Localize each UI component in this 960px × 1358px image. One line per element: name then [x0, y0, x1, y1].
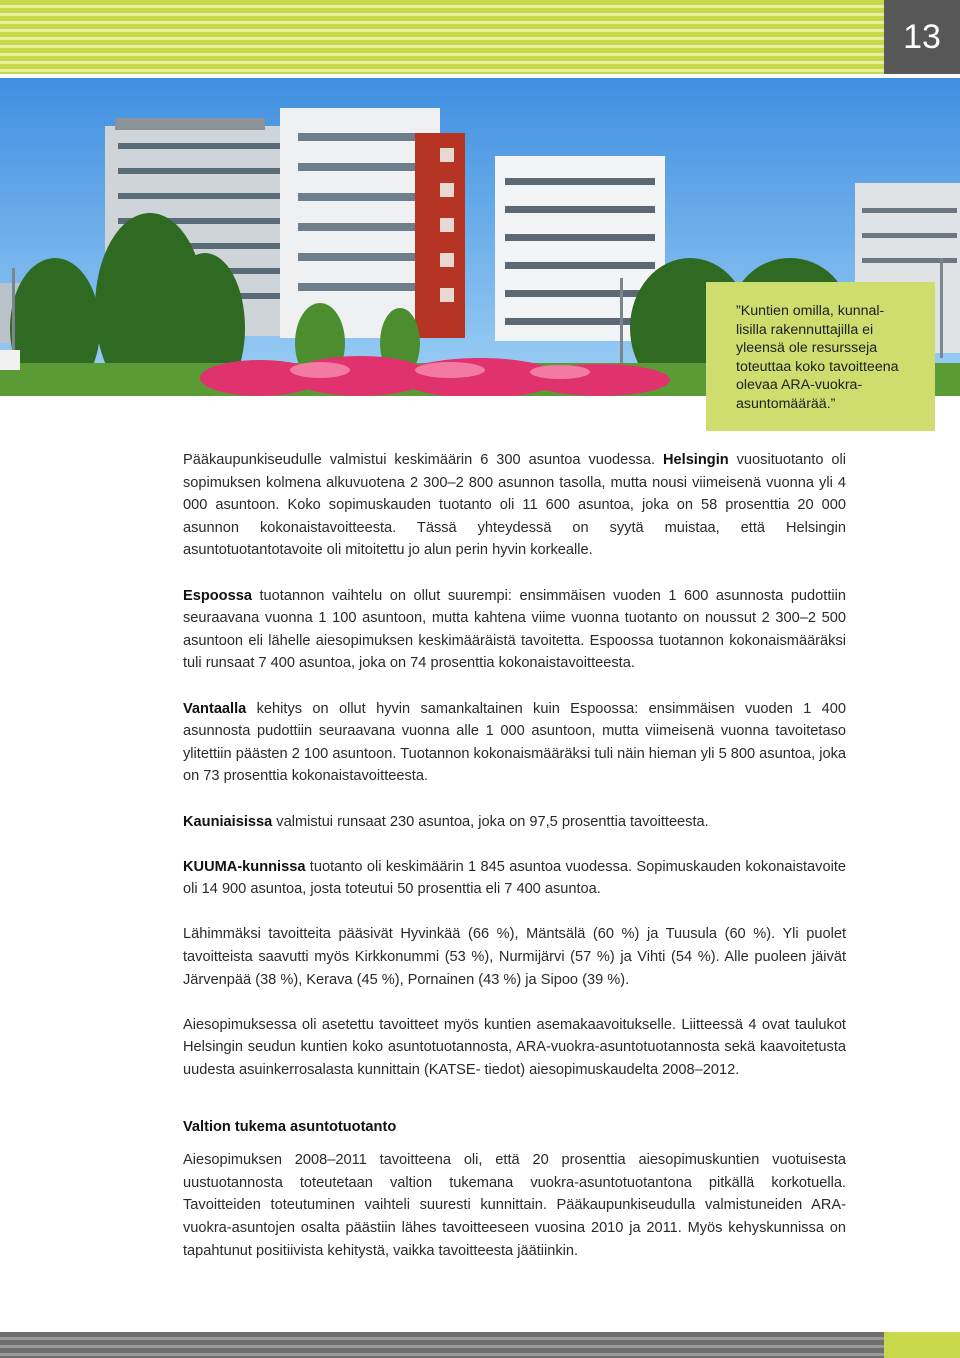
bold-term-helsinki: Helsingin	[662, 452, 729, 468]
bold-term-kauniainen: Kauniaisissa	[183, 813, 273, 830]
paragraph-kauniainen	[183, 811, 846, 834]
paragraph-text: tuotanto oli keskimäärin 1 845 asuntoa vuodessa. Sopimuskauden kokonaistavoite oli 14 900 asuntoa, josta toteutui 50 prosenttia eli 7 400 asuntoa.	[183, 858, 846, 898]
header-stripe-band	[0, 0, 884, 74]
paragraph-text: valmistui runsaat 230 asuntoa, joka on 97,5 prosenttia tavoitteesta.	[272, 813, 709, 830]
paragraph-helsinki	[183, 449, 846, 562]
article-body	[183, 449, 846, 1285]
paragraph-state-supported: Aiesopimuksen 2008–2011 tavoitteena oli, että 20 prosenttia aiesopimuskuntien vuotuisesta uustuotannosta toteutetaan valtion tukemana vuokra-asuntotuotantona pitkällä korkotuella. Tavoitteiden toteutuminen vaihteli suuresti kunnittain. Pääkaupunkiseudulla valmistuneiden ARA-vuokra-asuntojen osalta päästiin lähes tavoitteeseen vuosina 2010 ja 2011. Myös kehyskunnissa on tapahtunut positiivista kehitystä, vaikka tavoitteesta jäätiinkin.	[183, 1152, 846, 1259]
footer-stripe-band	[0, 1332, 884, 1358]
paragraph-municipalities: Lähimmäksi tavoitteita pääsivät Hyvinkää (66 %), Mäntsälä (60 %) ja Tuusula (60 %). Yli puolet tavoitteista saavutti myös Kirkkonummi (53 %), Nurmijärvi (57 %) ja Vihti (54 %). Alle puoleen jäivät Järvenpää (38 %), Kerava (45 %), Pornainen (43 %) ja Sipoo (39 %).	[183, 926, 846, 988]
paragraph-text: vuosituotanto oli sopimuksen kolmena alkuvuotena 2 300–2 800 asunnon tasolla, mutta nousi viimeisenä vuonna yli 4 000 asuntoon. Koko sopimuskauden tuotanto oli 11 600 asuntoa, joka on 58 prosenttia 20 000 asunnon kokonaistavoitteesta. Tässä yhteydessä on syytä muistaa, että Helsingin asuntotuotantotavoite oli mitoitettu jo alun perin hyvin korkealle.	[183, 452, 846, 559]
pull-quote-box	[706, 282, 935, 431]
paragraph-text: Pääkaupunkiseudulle valmistui keskimäärin 6 300 asuntoa vuodessa.	[183, 452, 663, 468]
paragraph-espoo	[183, 585, 846, 675]
bold-term-kuuma: KUUMA-kunnissa	[183, 858, 306, 875]
pull-quote-text: ”Kuntien omilla, kunnal- lisilla rakennuttajilla ei yleensä ole resursseja toteuttaa koko tavoitteena olevaa ARA-vuokra- asuntomäärää.”	[736, 303, 899, 412]
bold-term-vantaa: Vantaalla	[183, 700, 247, 717]
paragraph-kuuma	[183, 856, 846, 901]
footer-accent-block	[884, 1332, 960, 1358]
paragraph-text: kehitys on ollut hyvin samankaltainen kuin Espoossa: ensimmäisen vuoden 1 400 asunnosta pudottiin seuraavana vuonna alle 1 000 asuntoon, mutta viimeisenä vuonna tavoitetaso ylitettiin päästen 2 100 asuntoon. Tuotannon kokonaismääräksi tuli näin hieman yli 5 800 asuntoa, joka on 73 prosenttia kokonaistavoitteesta.	[183, 700, 846, 785]
paragraph-text: tuotannon vaihtelu on ollut suurempi: ensimmäisen vuoden 1 600 asunnosta pudottiin seuraavana vuonna 1 100 asuntoon, mutta kahtena viime vuonna tuotanto on noussut 2 300–2 500 asuntoon eli lähelle aiesopimuksen keskimääräistä tavoitetta. Espoossa tuotannon kokonaismääräksi tuli runsaat 7 400 asuntoa, joka on 74 prosenttia kokonaistavoitteesta.	[183, 587, 846, 672]
section-heading: Valtion tukema asuntotuotanto	[183, 1118, 397, 1135]
paragraph-zoning: Aiesopimuksessa oli asetettu tavoitteet myös kuntien asemakaavoitukselle. Liitteessä 4 ovat taulukot Helsingin seudun kuntien koko asuntotuotannosta, ARA-vuokra-asuntotuotannosta sekä kaavoitetusta uudesta asuinkerrosalasta kunnittain (KATSE- tiedot) aiesopimuskaudelta 2008–2012.	[183, 1016, 846, 1079]
bold-term-espoo: Espoossa	[183, 587, 252, 604]
paragraph-vantaa	[183, 698, 846, 788]
page-number: 13	[884, 0, 960, 74]
